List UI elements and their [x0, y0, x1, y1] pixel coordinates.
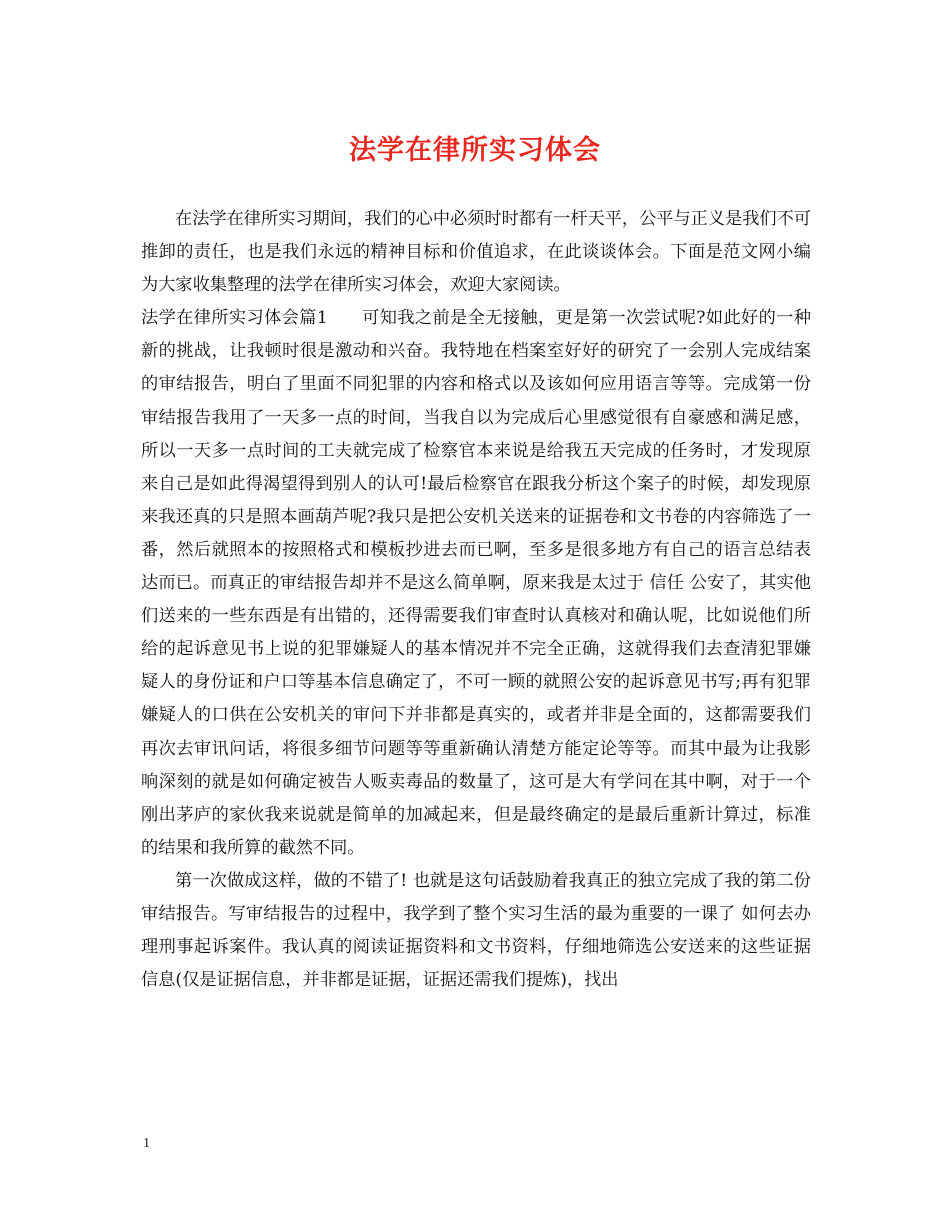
- page-number: 1: [143, 1136, 150, 1151]
- paragraph-one-text: 可知我之前是全无接触，更是第一次尝试呢?如此好的一种新的挑战，让我顿时很是激动和兴奋。我特地在档案室好好的研究了一会别人完成结案的审结报告，明白了里面不同犯罪的内容和格式以及该如何应用语言等等。完成第一份审结报告我用了一天多一点的时间，当我自以为完成后心里感觉很有自豪感和满足感，所以一天多一点时间的工夫就完成了检察官本来说是给我五天完成的任务时，才发现原来自己是如此得渴望得到别人的认可!最后检察官在跟我分析这个案子的时候，却发现原来我还真的只是照本画葫芦呢?我只是把公安机关送来的证据卷和文书卷的内容筛选了一番，然后就照本的按照格式和模板抄进去而已啊，至多是很多地方有自己的语言总结表达而已。而真正的审结报告却并不是这么简单啊，原来我是太过于 信任 公安了，其实他们送来的一些东西是有出错的，还得需要我们审查时认真核对和确认呢，比如说他们所给的起诉意见书上说的犯罪嫌疑人的基本情况并不完全正确，这就得我们去查清犯罪嫌疑人的身份证和户口等基本信息确定了，不可一顾的就照公安的起诉意见书写;再有犯罪嫌疑人的口供在公安机关的审问下并非都是真实的，或者并非是全面的，这都需要我们再次去审讯问话，将很多细节问题等等重新确认清楚方能定论等等。而其中最为让我影响深刻的就是如何确定被告人贩卖毒品的数量了，这可是大有学问在其中啊，对于一个刚出茅庐的家伙我来说就是简单的加减起来，但是最终确定的是最后重新计算过，标准的结果和我所算的截然不同。: [141, 308, 812, 858]
- document-body: [141, 203, 811, 997]
- intro-paragraph: 在法学在律所实习期间，我们的心中必须时时都有一杆天平，公平与正义是我们不可推卸的责任，也是我们永远的精神目标和价值追求，在此谈谈体会。下面是范文网小编为大家收集整理的法学在律所实习体会，欢迎大家阅读。: [141, 209, 811, 296]
- document-title: 法学在律所实习体会: [349, 135, 601, 166]
- paragraph-two: 第一次做成这样，做的不错了! 也就是这句话鼓励着我真正的独立完成了我的第二份审结报告。写审结报告的过程中，我学到了整个实习生活的最为重要的一课了 如何去办理刑事起诉案件。我认真的阅读证据资料和文书资料，仔细地筛选公安送来的这些证据信息(仅是证据信息，并非都是证据，证据还需我们提炼)，找出: [141, 870, 811, 991]
- section-heading: 法学在律所实习体会篇1: [141, 308, 328, 329]
- section-paragraph: [141, 302, 811, 865]
